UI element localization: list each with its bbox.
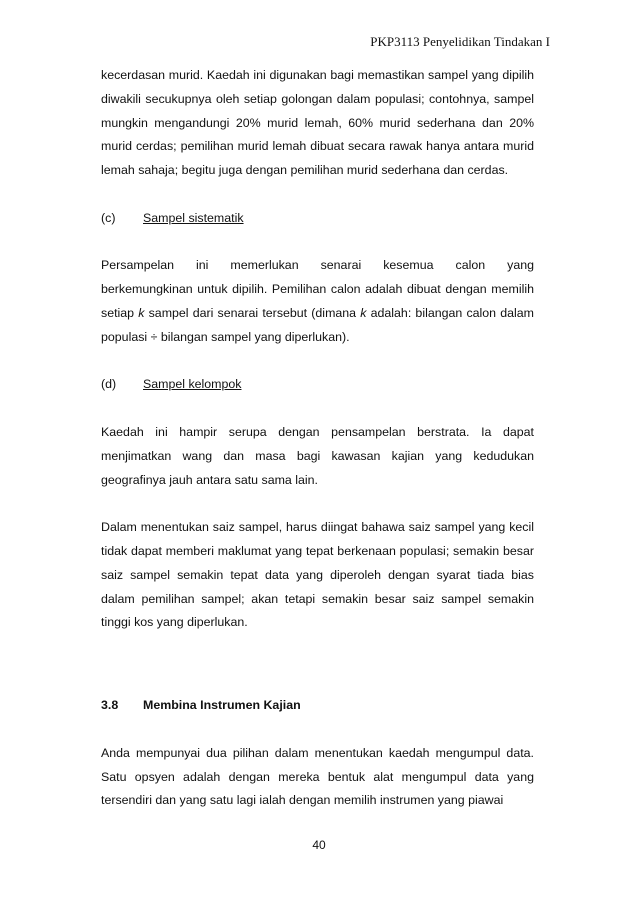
subheading-title: Sampel sistematik xyxy=(143,210,244,225)
paragraph-systematic-first-line: Persampelan ini memerlukan senarai kesemua calon yang xyxy=(101,258,534,273)
paragraph-spacer xyxy=(101,718,534,742)
paragraph-systematic-sample xyxy=(101,278,534,349)
variable-k: k xyxy=(138,305,145,320)
subheading-number: (c) xyxy=(101,210,116,225)
paragraph-text: berkemungkinan untuk dipilih. Pemilihan calon adalah dibuat dengan memilih setiap xyxy=(101,282,534,320)
subheading-systematic-sample xyxy=(101,207,534,231)
paragraph-sample-size: Dalam menentukan saiz sampel, harus diingat bahawa saiz sampel yang kecil tidak dapat memberi maklumat yang tepat berkenaan populasi; semakin besar saiz sampel semakin tepat data yang diperoleh dengan syarat tiada bias dalam pemilihan sampel; akan tetapi semakin besar saiz sampel semakin tinggi kos yang diperlukan. xyxy=(101,520,534,630)
section-title: Membina Instrumen Kajian xyxy=(143,698,301,713)
running-header: PKP3113 Penyelidikan Tindakan I xyxy=(370,34,550,49)
paragraph-stratified-sample: kecerdasan murid. Kaedah ini digunakan bagi memastikan sampel yang dipilih diwakili secukupnya oleh setiap golongan dalam populasi; contohnya, sampel mungkin mengandungi 20% murid lemah, 60% murid sederhana dan 20% murid cerdas; pemilihan murid lemah dibuat secara rawak hanya antara murid lemah sahaja; begitu juga dengan pemilihan murid sederhana dan cerdas. xyxy=(101,68,534,178)
paragraph-text: sampel dari senarai tersebut (dimana xyxy=(144,305,361,320)
page-number: 40 xyxy=(312,838,326,852)
section-spacer xyxy=(101,635,534,694)
subheading-title: Sampel kelompok xyxy=(143,377,242,392)
section-heading-3-8 xyxy=(101,694,534,718)
subheading-number: (d) xyxy=(101,377,117,392)
subheading-cluster-sample xyxy=(101,373,534,397)
variable-k: k xyxy=(360,305,367,320)
section-number: 3.8 xyxy=(101,698,119,713)
paragraph-spacer xyxy=(101,397,534,421)
page-body xyxy=(101,64,534,813)
paragraph-spacer xyxy=(101,492,534,516)
paragraph-instrument: Anda mempunyai dua pilihan dalam menentukan kaedah mengumpul data. Satu opsyen adalah dengan mereka bentuk alat mengumpul data yang tersendiri dan yang satu lagi ialah dengan memilih instrumen yang piawai xyxy=(101,745,534,808)
paragraph-spacer xyxy=(101,350,534,374)
paragraph-spacer xyxy=(101,183,534,207)
paragraph-cluster-sample: Kaedah ini hampir serupa dengan pensampelan berstrata. Ia dapat menjimatkan wang dan masa bagi kawasan kajian yang kedudukan geografinya jauh antara satu sama lain. xyxy=(101,424,534,487)
paragraph-text: adalah: bilangan calon dalam populasi ÷ bilangan sampel yang diperlukan). xyxy=(101,305,534,344)
paragraph-spacer xyxy=(101,231,534,255)
